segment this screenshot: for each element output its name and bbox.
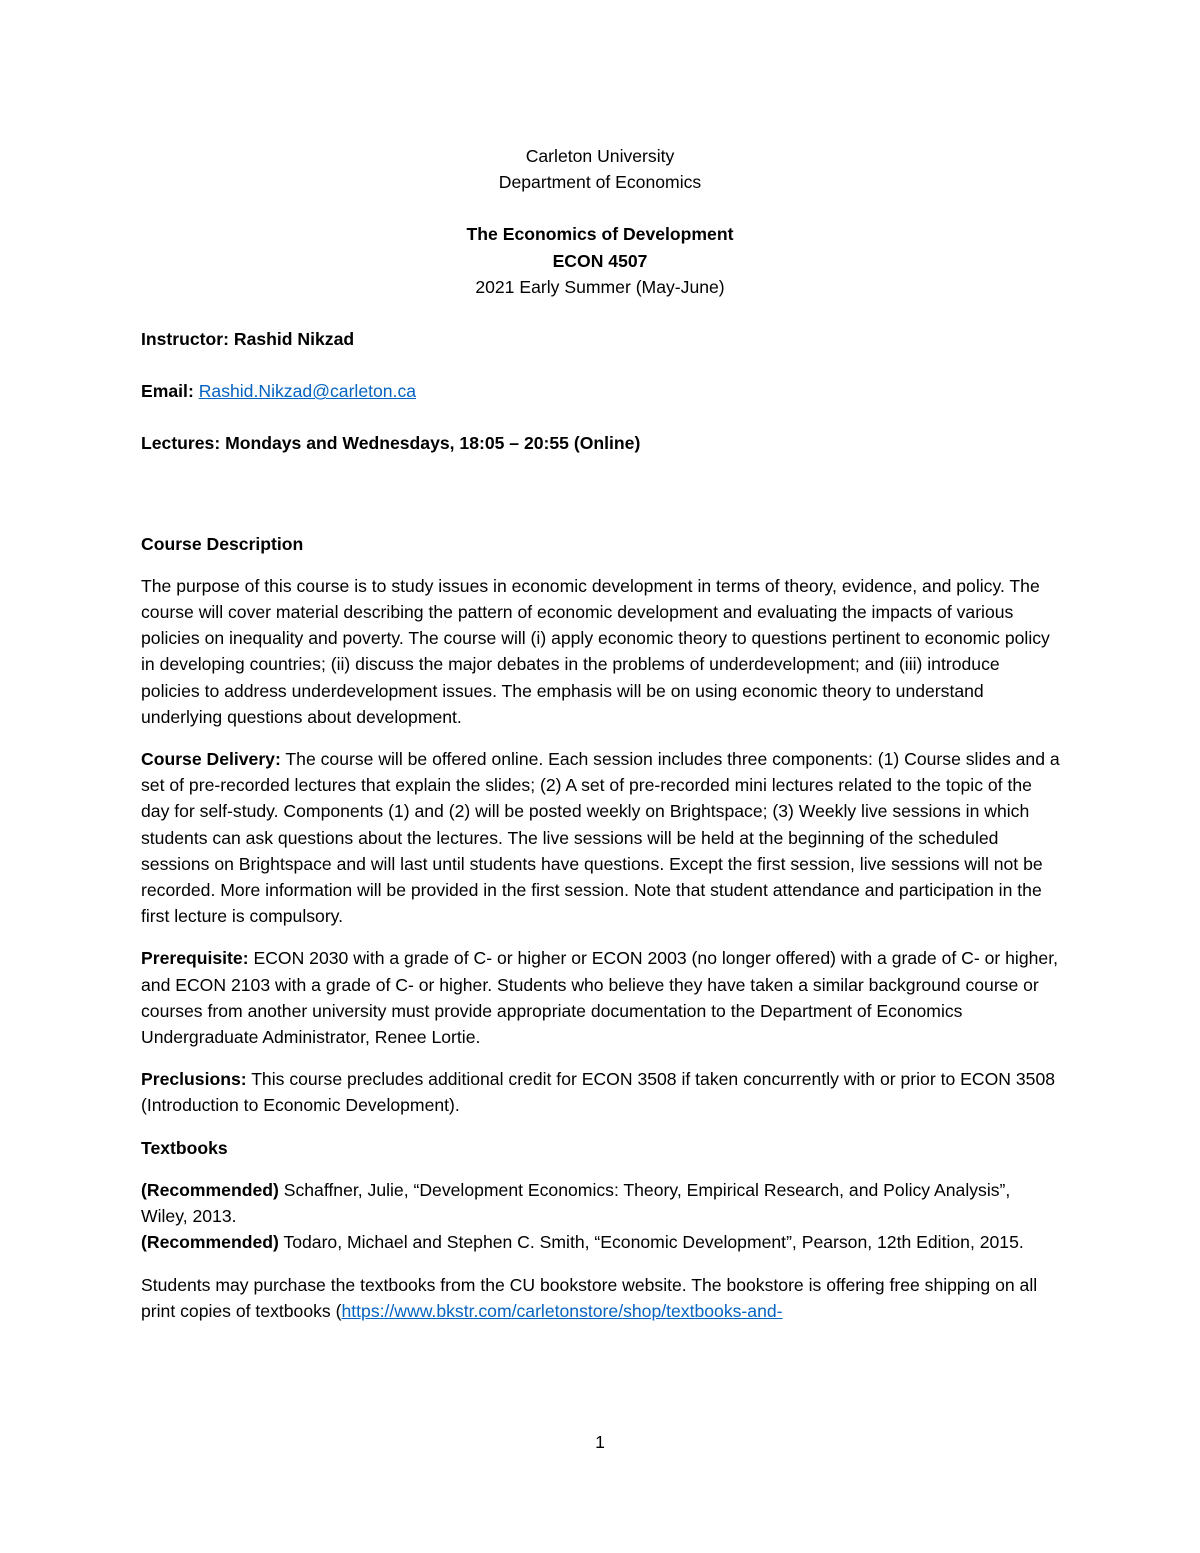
course-delivery-label: Course Delivery: xyxy=(141,749,281,770)
textbook-tag: (Recommended) xyxy=(141,1232,279,1253)
email-label: Email: xyxy=(141,381,194,402)
lectures-line xyxy=(141,430,1061,456)
bookstore-text: Students may purchase the textbooks from the CU bookstore website. The bookstore is offering free shipping on all print copies of textbooks ( xyxy=(141,1274,1038,1321)
preclusions-label: Preclusions: xyxy=(141,1069,247,1090)
lectures-label: Lectures: xyxy=(141,433,221,454)
department-name: Department of Economics xyxy=(498,172,702,193)
page-number: 1 xyxy=(595,1432,605,1452)
textbook-entry xyxy=(141,1177,1061,1229)
course-term: 2021 Early Summer (May-June) xyxy=(475,276,725,297)
course-delivery-text: The course will be offered online. Each session includes three components: (1) Course slides and a set of pre-recorded lectures that explain the slides; (2) A set of pre-recorded mini lectures related to the topic of the day for self-study. Components (1) and (2) will be posted weekly on Brightspace; (3) Weekly live sessions in which students can ask questions about the lectures. The live sessions will be held at the beginning of the scheduled sessions on Brightspace and will last until students have questions. Except the first session, live sessions will not be recorded. More information will be provided in the first session. Note that student attendance and participation in the first lecture is compulsory. xyxy=(141,749,1060,927)
preclusions-text: This course precludes additional credit for ECON 3508 if taken concurrently with or prior to ECON 3508 (Introduction to Economic Development). xyxy=(141,1069,1056,1116)
course-description-text: The purpose of this course is to study issues in economic development in terms of theory, evidence, and policy. The course will cover material describing the pattern of economic development and evaluating the impacts of various policies on inequality and poverty. The course will (i) apply economic theory to questions pertinent to economic policy in developing countries; (ii) discuss the major debates in the problems of underdevelopment; and (iii) introduce policies to address underdevelopment issues. The emphasis will be on using economic theory to understand underlying questions about development. xyxy=(141,575,1050,727)
email-link[interactable]: Rashid.Nikzad@carleton.ca xyxy=(198,381,417,402)
bookstore-link[interactable]: https://www.bkstr.com/carletonstore/shop/textbooks-and- xyxy=(341,1300,783,1321)
prerequisite-paragraph xyxy=(141,945,1061,1050)
prerequisite-text: ECON 2030 with a grade of C- or higher or ECON 2003 (no longer offered) with a grade of C- or higher, and ECON 2103 with a grade of C- or higher. Students who believe they have taken a similar background course or courses from another university must provide appropriate documentation to the Department of Economics Undergraduate Administrator, Renee Lortie. xyxy=(141,948,1058,1048)
preclusions-paragraph xyxy=(141,1066,1061,1118)
instructor-line: Instructor: Rashid Nikzad xyxy=(141,329,355,350)
bookstore-paragraph xyxy=(141,1272,1061,1324)
lectures-schedule: Mondays and Wednesdays, 18:05 – 20:55 (Online) xyxy=(225,433,641,454)
textbook-citation: Schaffner, Julie, “Development Economics: Theory, Empirical Research, and Policy Analysis”, Wiley, 2013. xyxy=(141,1179,1011,1227)
course-code: ECON 4507 xyxy=(552,250,648,271)
textbook-tag: (Recommended) xyxy=(141,1179,279,1200)
course-description-heading: Course Description xyxy=(141,533,304,554)
course-delivery-paragraph xyxy=(141,746,1061,929)
university-name: Carleton University xyxy=(525,146,675,166)
textbook-entry xyxy=(141,1229,1061,1255)
course-title: The Economics of Development xyxy=(466,224,734,245)
textbook-citation: Todaro, Michael and Stephen C. Smith, “Economic Development”, Pearson, 12th Edition, 2015. xyxy=(283,1232,1024,1253)
email-line xyxy=(141,378,1061,404)
textbooks-heading: Textbooks xyxy=(141,1137,228,1158)
page-content xyxy=(141,143,1061,1324)
prerequisite-label: Prerequisite: xyxy=(141,948,249,969)
